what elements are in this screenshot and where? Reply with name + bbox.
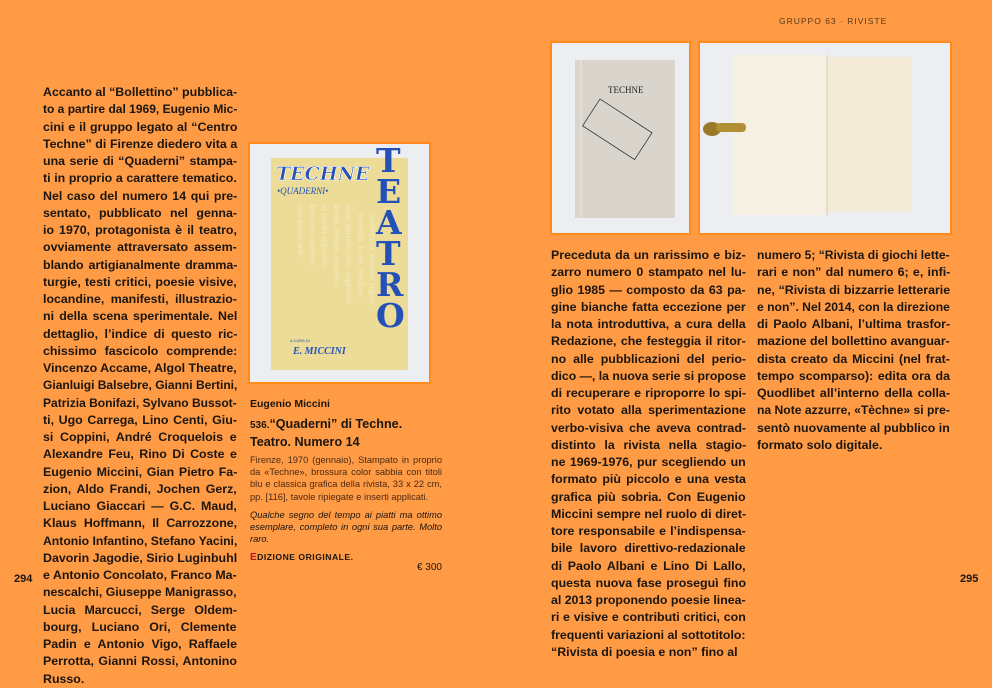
text-line-content: mazione del bollettino avanguar-	[757, 334, 950, 349]
text-line	[43, 153, 237, 170]
text-line-content: frequenti variazioni al sottotitolo:	[551, 627, 746, 642]
text-line-content: dista creato da Miccini (nel frat-	[757, 351, 950, 366]
text-line	[757, 264, 950, 281]
entry-price: € 300	[416, 562, 442, 574]
text-line-content: Gianluigi Balsebre, Gianni Bertini,	[43, 378, 238, 393]
text-line-content: Luciano Giaccari — G.C. Maud,	[43, 499, 237, 513]
text-line	[551, 385, 746, 402]
text-line-content: rito votato alla sperimentazione	[551, 403, 746, 418]
text-line-content: Klaus Hoffmann, Il Carrozzone,	[43, 516, 238, 531]
text-line-content: distinto la rivista nella stagio-	[551, 437, 747, 452]
text-line-content: na Note azzurre, «Tèchne» si pre-	[757, 403, 950, 418]
text-line-content: bourg, Luciano Ori, Clemente	[43, 619, 237, 634]
text-line-content: dico —, la nuova serie si propose	[551, 368, 746, 383]
text-line	[43, 291, 237, 308]
text-line	[551, 351, 746, 368]
text-line-content: tempo scomparso): edita ora da	[757, 368, 950, 383]
text-line	[551, 247, 746, 264]
text-line	[757, 368, 950, 385]
text-line-content: zion, Aldo Frandi, Jochen Gerz,	[43, 481, 237, 496]
page-number-right: 295	[960, 573, 979, 585]
text-line-content: zarro numero 0 stampato nel lu-	[551, 265, 746, 280]
entry-description: Firenze, 1970 (gennaio), Stampato in proprio da «Techne», brossura color sabbia con titoli blu e classica grafica della rivista, 33 x 22 cm, pp. [116], tavole ripiegate e inserti applicati.	[250, 455, 442, 502]
photo-open-blank-pages	[698, 41, 952, 235]
cover-letter: T	[376, 144, 401, 180]
svg-text:modo, mezzo, maniera: modo, mezzo, maniera	[332, 204, 342, 286]
text-line	[43, 602, 237, 619]
text-line	[757, 420, 950, 437]
cover-letter: T	[376, 234, 401, 273]
text-line-content: chissimo fascicolo comprende:	[43, 343, 238, 358]
text-line	[757, 437, 950, 454]
text-line-content: “Rivista di poesia e non” fino al	[551, 644, 738, 659]
text-line-content: e non”. Nel 2014, con la direzione	[757, 299, 950, 314]
text-line-content: al 2013 proponendo poesie linea-	[551, 593, 746, 607]
text-line	[551, 402, 746, 419]
entry-number: 536.	[250, 420, 270, 431]
open-book-illustration	[700, 43, 950, 233]
text-line	[43, 239, 237, 256]
text-line-content: verbo-visiva che aveva contrad-	[551, 420, 747, 435]
text-line-content: Eugenio Miccini, Gian Pietro Fa-	[43, 464, 238, 479]
text-line	[43, 636, 237, 653]
text-line-content: ovviamente attraversato assem-	[43, 240, 237, 255]
text-line-content: Vincenzo Accame, Algol Theatre,	[43, 361, 237, 375]
text-line	[43, 326, 237, 343]
text-line	[551, 264, 746, 281]
text-line	[43, 188, 237, 205]
cover-letter: R	[376, 265, 404, 304]
text-line-content: ne, “Rivista di bizzarrie letterarie	[757, 282, 951, 297]
page-number-left: 294	[14, 573, 33, 585]
left-page	[733, 55, 827, 215]
text-line	[43, 498, 237, 515]
text-line	[551, 644, 746, 661]
text-line-content: Perrotta, Gianni Rossi, Antonino	[43, 654, 237, 669]
running-head: GRUPPO 63 · RIVISTE	[779, 16, 888, 26]
text-line-content: ti, Ugo Carrega, Lino Centi, Giu-	[43, 412, 237, 427]
cover-subtitle: •QUADERNI•	[277, 186, 329, 196]
text-line	[43, 119, 237, 136]
text-line	[551, 575, 746, 592]
edition-rest: DIZIONE ORIGINALE.	[257, 552, 354, 563]
text-line-content: gine bianche fatta eccezione per	[551, 299, 746, 314]
text-line	[551, 609, 746, 626]
right-text-column-1	[551, 247, 746, 661]
text-line	[43, 170, 237, 187]
cover-title-teatro	[375, 144, 405, 335]
catalog-entry-caption	[250, 398, 442, 573]
text-line	[757, 247, 950, 264]
text-line	[43, 308, 237, 325]
text-line-content: ne 1969-1976, pur scegliendo un	[551, 455, 746, 469]
text-line	[43, 481, 237, 498]
text-line	[757, 351, 950, 368]
left-text-column	[43, 84, 237, 688]
entry-title-line2: Teatro. Numero 14	[250, 435, 360, 449]
text-line	[757, 402, 950, 419]
text-line	[551, 471, 746, 488]
text-line	[551, 316, 746, 333]
text-line-content: ti in proprio a carattere tematico.	[43, 171, 237, 186]
svg-text:con molta arte.: con molta arte.	[296, 204, 306, 258]
right-text-column-2	[757, 247, 950, 454]
book-cover-illustration	[250, 144, 429, 382]
text-line-content: turgie, testi critici, poesie visive,	[43, 274, 237, 289]
text-line-content: Patrizia Bonifazi, Sylvano Bussot-	[43, 395, 237, 410]
text-line	[551, 558, 746, 575]
text-line-content: Techne” di Firenze diedero vita a	[43, 136, 238, 151]
text-line-content: bile lavoro direttivo-redazionale	[551, 541, 746, 556]
text-line-content: di Paolo Albani, l’ultima trasfor-	[757, 317, 951, 331]
text-line	[43, 377, 237, 394]
text-line	[551, 299, 746, 316]
text-line-content: Lucia Marcucci, Serge Oldem-	[43, 602, 237, 617]
text-line-content: nescalchi, Giuseppe Manigrasso,	[43, 585, 237, 600]
cover-curator-label: A CURA DI	[290, 338, 310, 343]
text-line	[757, 316, 950, 333]
text-line	[757, 282, 950, 299]
text-line-content: numero 5; “Rivista di giochi lette-	[757, 248, 950, 262]
text-line-content: sentò nuovamente al pubblico in	[757, 420, 950, 435]
cover-title-techne: TECHNE	[276, 163, 370, 185]
text-line	[757, 333, 950, 350]
cover-curator: E. MICCINI	[293, 346, 346, 357]
text-line	[43, 136, 237, 153]
techne-title: TECHNE	[608, 85, 644, 95]
techne-cover-illustration	[552, 43, 689, 233]
cover-letter: E	[376, 172, 402, 211]
text-line-content: dettaglio, l’indice di questo ric-	[43, 326, 238, 341]
text-line	[43, 395, 237, 412]
text-line-content: Russo.	[43, 671, 85, 686]
svg-text:scaltrezza, astuzia, ingan-: scaltrezza, astuzia, ingan-	[368, 214, 378, 307]
text-line-content: glio 1985 — composto da 63 pa-	[551, 282, 746, 297]
text-line	[43, 653, 237, 670]
svg-text:minella, frode, artifizio: minella, frode, artifizio	[356, 214, 366, 298]
text-line	[551, 627, 746, 644]
text-line-content: una serie di “Quaderni” stampa-	[43, 154, 238, 168]
text-line	[43, 533, 237, 550]
text-line	[551, 540, 746, 557]
text-line	[43, 567, 237, 584]
cover-letter: O	[376, 296, 405, 335]
svg-text:in modo apposito: in modo apposito	[320, 204, 330, 267]
text-line-content: io 1970, protagonista è il teatro,	[43, 223, 237, 237]
text-line	[43, 619, 237, 636]
text-line-content: Quodlibet all’interno della colla-	[757, 386, 950, 400]
text-line	[551, 420, 746, 437]
text-line	[551, 523, 746, 540]
text-line-content: Redazione, che festeggia il ritor-	[551, 334, 746, 349]
text-line-content: Miccini sempre nel ruolo di diret-	[551, 506, 747, 521]
text-line-content: Accanto al “Bollettino” pubblica-	[43, 85, 238, 99]
text-line	[551, 282, 746, 299]
text-line	[757, 385, 950, 402]
text-line	[551, 506, 746, 523]
text-line	[551, 437, 746, 454]
entry-condition-note: Qualche segno del tempo ai piatti ma ottimo esemplare, completo in ogni sua parte. Molto raro.	[250, 509, 442, 545]
text-line	[551, 489, 746, 506]
text-line	[43, 412, 237, 429]
text-line	[43, 584, 237, 601]
text-line-content: Preceduta da un rarissimo e biz-	[551, 248, 746, 262]
text-line-content: la nota introduttiva, a cura della	[551, 317, 746, 331]
text-line	[757, 299, 950, 316]
cover-letter: A	[376, 203, 402, 242]
cover-photo-techne-teatro	[248, 142, 431, 384]
right-page	[827, 57, 912, 212]
text-line-content: ri e visive e contributi critici, con	[551, 610, 746, 625]
text-line-content: cini e il gruppo legato al “Centro	[43, 119, 238, 134]
text-line	[43, 515, 237, 532]
edition-initial: E	[250, 552, 258, 564]
text-line-content: Nel caso del numero 14 qui pre-	[43, 188, 238, 203]
text-line-content: to a partire dal 1969, Eugenio Mic-	[43, 102, 238, 117]
text-line-content: e Antonio Concolato, Franco Ma-	[43, 568, 237, 582]
text-line	[43, 464, 237, 481]
cover-paper	[575, 60, 675, 218]
text-line	[43, 446, 237, 463]
text-line-content: sentato, pubblicato nel genna-	[43, 205, 237, 220]
entry-title	[250, 416, 442, 450]
svg-text:lavorato maestre-: lavorato maestre-	[308, 204, 318, 267]
text-line	[43, 257, 237, 274]
entry-author: Eugenio Miccini	[250, 398, 330, 410]
text-line	[551, 592, 746, 609]
text-line-content: ni della scena sperimentale. Nel	[43, 309, 238, 324]
text-line	[551, 454, 746, 471]
text-line-content: formato solo digitale.	[757, 437, 883, 452]
text-line-content: blando artigianalmente dramma-	[43, 257, 238, 272]
text-line	[43, 343, 237, 360]
text-line	[43, 84, 237, 101]
text-line	[551, 333, 746, 350]
text-line	[43, 222, 237, 239]
text-line	[551, 368, 746, 385]
text-line	[43, 205, 237, 222]
text-line-content: si Coppini, André Croquelois e	[43, 430, 237, 444]
text-line-content: Antonio Infantino, Stefano Yacini,	[43, 533, 238, 548]
text-line-content: questa nuova fase proseguì fino	[551, 575, 747, 590]
entry-title-line1: “Quaderni” di Techne.	[269, 417, 403, 431]
text-line-content: Davorin Jagodie, Sirio Luginbuhl	[43, 550, 238, 565]
text-line	[43, 360, 237, 377]
text-line-content: rari e non” dal numero 6; e, infi-	[757, 265, 951, 280]
text-line-content: grafica più sobria. Con Eugenio	[551, 489, 746, 504]
text-line	[43, 429, 237, 446]
text-line-content: Padin e Antonio Vigo, Raffaele	[43, 637, 237, 651]
text-line-content: tore responsabile e l’indispensa-	[551, 524, 746, 538]
text-line-content: formato più piccolo e una vesta	[551, 472, 746, 487]
photo-techne-number-0-cover	[550, 41, 691, 235]
text-line	[43, 101, 237, 118]
text-line	[43, 550, 237, 567]
text-line-content: di Paolo Albani e Lino Di Lallo,	[551, 558, 746, 573]
svg-text:ione, apparecchio, espedien: ione, apparecchio, espedien	[344, 204, 354, 304]
text-line	[43, 671, 237, 688]
text-line	[43, 274, 237, 291]
text-line-content: Alexandre Feu, Rino Di Coste e	[43, 447, 237, 462]
text-line-content: locandine, manifesti, illustrazio-	[43, 292, 237, 306]
text-line-content: di recuperare e riproporre lo spi-	[551, 386, 747, 400]
text-line-content: no alle pubblicazioni del perio-	[551, 351, 747, 366]
